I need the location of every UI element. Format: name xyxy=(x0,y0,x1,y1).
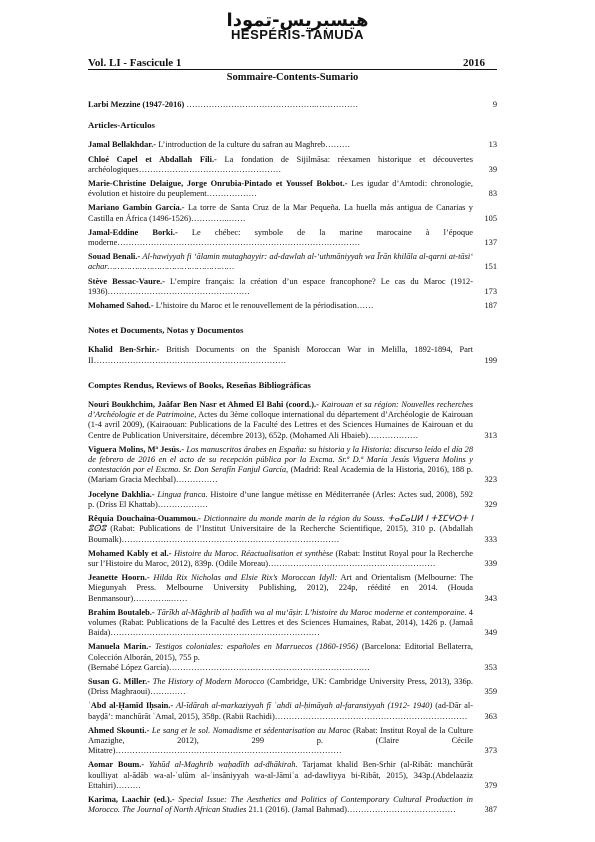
entry-title-italic: Le sang et le sol. Nomadisme et sédentarisation au Maroc xyxy=(149,725,351,735)
toc-entry xyxy=(88,642,497,673)
entry-author: Mariano Gambín García.- xyxy=(88,203,185,213)
entry-title: (Madrid: Real Academia de la Historia, 2016), 188 p. (Mariam Gracia Mechbal)…………… xyxy=(88,465,473,485)
toc-entry xyxy=(88,345,497,365)
entry-page: 359 xyxy=(484,687,497,697)
entry-author: Jamal Bellakhdar.- xyxy=(88,140,157,150)
toc-entry xyxy=(88,140,497,150)
entry-page: 313 xyxy=(484,430,497,440)
volume-label: Vol. LI - Fascicule 1 xyxy=(88,57,182,69)
section-heading-reviews: Comptes Rendus, Reviews of Books, Reseñas Bibliográficas xyxy=(88,379,311,390)
entry-author: Manuela Marín.- xyxy=(88,642,152,652)
entry-author: Jamal-Eddine Borki.- xyxy=(88,227,178,237)
entry-title-italic: Lingua franca. xyxy=(154,489,208,499)
entry-page: 333 xyxy=(484,534,497,544)
entry-title-italic: Hilda Rix Nicholas and Elsie Rix’s Moroccan Idyll: xyxy=(149,573,338,583)
entry-page: 373 xyxy=(484,746,497,756)
toc-entry xyxy=(88,155,497,175)
entry-title-continued: (Bernabé López García)……………………………………………………………… xyxy=(88,662,370,672)
toc-entry xyxy=(88,701,497,721)
entry-title: La fondation de Sijilmāsa: réexamen historique et découvertes archéologiques…………………………………………… xyxy=(88,154,473,174)
entry-author: Marie-Christine Delaigue, Jorge Onrubia-Pintado et Youssef Bokbot.- xyxy=(88,179,348,189)
entry-page: 353 xyxy=(484,662,497,672)
notes-list xyxy=(88,345,497,369)
toc-entry xyxy=(88,445,497,486)
entry-title-italic: Special Issue: The Aesthetics and Politics of Contemporary Cultural Production in Morocco. The Journal of North African Studies xyxy=(88,794,473,815)
entry-title-italic: Testigos coloniales: españoles en Marruecos (1860-1956) xyxy=(151,642,359,652)
entry-title-italic: The History of Modern Morocco xyxy=(149,676,265,686)
entry-author: Aomar Boum.- xyxy=(88,760,145,770)
year-label: 2016 xyxy=(463,57,485,69)
toc-entry xyxy=(88,100,497,110)
entry-title-italic: Yahūd al-Maghrib waḥadīth ad-dhākirah. xyxy=(144,760,298,770)
entry-page: 329 xyxy=(484,499,497,509)
entry-title: L’empire français: la création d’un espace francophone? Le cas du Maroc (1912-1936)…………………………………………… xyxy=(88,276,473,296)
entry-page: 173 xyxy=(484,286,497,296)
toc-entry xyxy=(88,573,497,604)
entry-title: Actes du 3ème colloque international du département d’Archéologie de Kairouan (1-4 avril 2009), (Kairaouan: Publications de la Faculté des Lettres et des Sciences Humaines de Kairouan et du Centre de Publication Universitaire, décembre 2013), 652p. (Mohamed Ali Hbaieb)……………… xyxy=(88,410,473,440)
entry-page: 13 xyxy=(488,140,497,150)
entry-author: Brahim Boutaleb.- xyxy=(88,607,155,617)
entry-author: Karima, Laachir (ed.).- xyxy=(88,794,175,804)
entry-title: 21.1 (2016). (Jamal Bahmad)………………………………… xyxy=(246,805,456,815)
entry-page: 363 xyxy=(484,711,497,721)
entry-author: Ahmed Skounti.- xyxy=(88,725,150,735)
entry-title-italic: Los manuscritos árabes en España: su historia y la Historia: discurso leído el día 28 de febrero de 2016 en el acto de su recepción pública por la Excma. Sr.ª D.ª María Jesús Viguera Molins y contestación por el Excmo. Sr. Don Serafín Fanjul García, xyxy=(88,444,474,475)
toc-entry xyxy=(88,179,497,199)
entry-page: 387 xyxy=(484,805,497,815)
entry-page: 379 xyxy=(484,780,497,790)
entry-title: L’introduction de la culture du safran au Maghreb……… xyxy=(156,140,351,150)
entry-page: 105 xyxy=(484,213,497,223)
contents-heading: Sommaire-Contents-Sumario xyxy=(226,72,359,83)
toc-entry xyxy=(88,549,497,569)
entry-title: Les igudar d’Amtodi: chronologie, évolution et histoire du peuplement……………… xyxy=(88,179,473,199)
entry-author: Mohamed Kably et al.- xyxy=(88,548,172,558)
volume-line xyxy=(88,57,485,69)
toc-entry xyxy=(88,203,497,223)
entry-page: 349 xyxy=(484,628,497,638)
entry-title: 4 volumes (Rabat: Publications de la Faculté des Lettres et des Sciences Humaines, Rabat, 2014), 1426 p. (Jamaâ Baida)………………………………………………………………… xyxy=(88,607,473,638)
entry-author: Jocelyne Dakhlia.- xyxy=(88,489,155,499)
entry-title: (Barcelona: Editorial Bellaterra, Colección Alborán, 2015), 755 p. xyxy=(88,642,473,662)
entry-title: (Rabat: Institut Royal de la Culture Amazighe, 2012), 299 p. (Claire Cécile Mitatre)……………………………………………………………………… xyxy=(88,725,474,756)
header-divider xyxy=(88,69,497,70)
toc-entry xyxy=(88,760,497,791)
toc-entry xyxy=(88,514,497,545)
toc-entry xyxy=(88,400,497,441)
entry-title: Tarjamat khalid Ben-Srhir (al-Ribāt: manchūrāt koulliyat al-ādāb wa-al-ʿulūm al-ʾinsāniyyah wa-al-Jāmiʿa ad-dawliyya bi-Ribāt, 2015), 343p.(Abdelaaziz Ettahiri)……… xyxy=(88,760,473,790)
entry-author: Rêquia Douchaïna-Ouammou.- xyxy=(88,514,201,524)
journal-logo-name: HESPÉRIS-TAMUDA xyxy=(231,27,364,42)
articles-list xyxy=(88,140,497,315)
entry-author: Larbi Mezzine (1947-2016) xyxy=(88,100,185,109)
entry-page: 39 xyxy=(488,164,497,174)
entry-title-italic: Dictionnaire du monde marin de la région du Souss. ⵜⴰⵎⴰⵡⵍ ⵏ ⵜⵉⵎⵖⵔⵜ ⵏ ⵓⵙⵓ xyxy=(88,514,473,534)
entry-author: Chloé Capel et Abdallah Fili.- xyxy=(88,154,217,164)
entry-title: (Rabat: Institut Royal pour la Recherche sur l’Histoire du Maroc, 2012), 839p. (Odile Moreau)…………………………………………………… xyxy=(88,548,473,568)
entry-title: L’histoire du Maroc et le renouvellement de la périodisation…… xyxy=(153,301,374,311)
entry-title-italic: Tārīkh al-Māghrib al ḥadīth wa al mu‘āṣir. L’histoire du Maroc moderne et contemporaine. xyxy=(154,607,467,617)
entry-page: 151 xyxy=(484,262,497,272)
toc-entry xyxy=(88,228,497,248)
toc-entry xyxy=(88,301,497,311)
toc-entry xyxy=(88,490,497,510)
section-heading-notes: Notes et Documents, Notas y Documentos xyxy=(88,325,244,336)
entry-page: 339 xyxy=(484,558,497,568)
entry-page: 187 xyxy=(484,301,497,311)
entry-title: (ad-Dār al-bayḍā’: manchūrāt ʿAmal, 2015), 358p. (Rabii Rachidi)…………………………………………………………… xyxy=(88,701,473,721)
entry-page: 199 xyxy=(484,355,497,365)
entry-author: ʿAbd al-Ḥamīd Iḥsain.- xyxy=(88,701,174,711)
entry-title-italic: Al-hawiyyah fi ‘ālamin mutaghayyir: ad-dawlah al-‘uthmāniyyah wa Īrān khilāla al-qarni at-tāsi‘ achar…………………………………………… xyxy=(88,252,473,272)
entry-title: Le chébec: symbole de la marine marocaine à l’époque moderne…………………………………………………………………………… xyxy=(88,227,473,248)
toc-entry xyxy=(88,677,497,697)
table-of-contents xyxy=(88,100,497,819)
toc-entry xyxy=(88,277,497,297)
entry-title: Art and Orientalism (Melbourne: The Miegunyah Press. Melbourne University Publishing, 2012), 224p, réédité en 2014. (Houda Benmansour)…………..…… xyxy=(88,573,473,603)
entry-title-italic: Kairouan et sa région: Nouvelles recherches d’Archéologie et de Patrimoine, xyxy=(88,400,473,420)
reviews-list xyxy=(88,400,497,819)
entry-author: Souad Benali.- xyxy=(88,252,141,262)
entry-author: Nouri Boukhchim, Jaâfar Ben Nasr et Ahmed El Bahi (coord.).- xyxy=(88,400,319,410)
journal-logo-arabic: هيسبريس-تمودا xyxy=(226,10,369,31)
entry-title: Histoire d’une langue métisse en Méditerranée (Arles: Actes sud, 2008), 592 p. (Driss El Khattab)……………… xyxy=(88,489,473,509)
entry-author: Viguera Molins, Mª Jesús.- xyxy=(88,444,185,454)
entry-author: Susan G. Miller.- xyxy=(88,676,150,686)
entry-page: 323 xyxy=(484,475,497,485)
entry-page: 137 xyxy=(484,238,497,248)
toc-entry xyxy=(88,252,497,272)
entry-author: Khalid Ben-Srhir.- xyxy=(88,345,160,355)
toc-entry xyxy=(88,795,497,815)
toc-entry xyxy=(88,726,497,757)
entry-author: Jeanette Hoorn.- xyxy=(88,573,150,583)
entry-dots: ………………………………………..…………… xyxy=(184,100,359,109)
entry-author: Mohamed Sahod.- xyxy=(88,301,154,311)
section-heading-articles: Articles-Artículos xyxy=(88,120,155,131)
entry-title: (Cambridge, UK: Cambridge University Press, 2013), 336p. (Driss Maghraoui)…….…… xyxy=(88,676,473,697)
entry-author: Stève Bessac-Vaure.- xyxy=(88,276,165,286)
entry-title: La torre de Santa Cruz de la Mar Pequeña. La huella más antigua de Canarias y Castilla en África (1496-1526)…………..…… xyxy=(88,203,473,223)
entry-title: (Rabat: Publications de l’Institut Universitaire de la Recherche Scientifique, 2015), 310 p. (Abdallah Boumalk)…………………………………………………………………… xyxy=(88,524,473,544)
entry-page: 343 xyxy=(484,593,497,603)
entry-title: British Documents on the Spanish Moroccan War in Melilla, 1892-1894, Part II…………………………………………………………… xyxy=(88,345,473,365)
entry-page: 83 xyxy=(488,189,497,199)
entry-title-italic: Al-īdārah al-markaziyyah fī ʿahdi al-ḥimāyah al-faransiyyah (1912- 1940) xyxy=(173,701,433,711)
toc-entry xyxy=(88,608,497,639)
entry-page: 9 xyxy=(492,100,497,109)
entry-title-italic: Histoire du Maroc. Réactualisation et synthèse xyxy=(171,548,333,558)
